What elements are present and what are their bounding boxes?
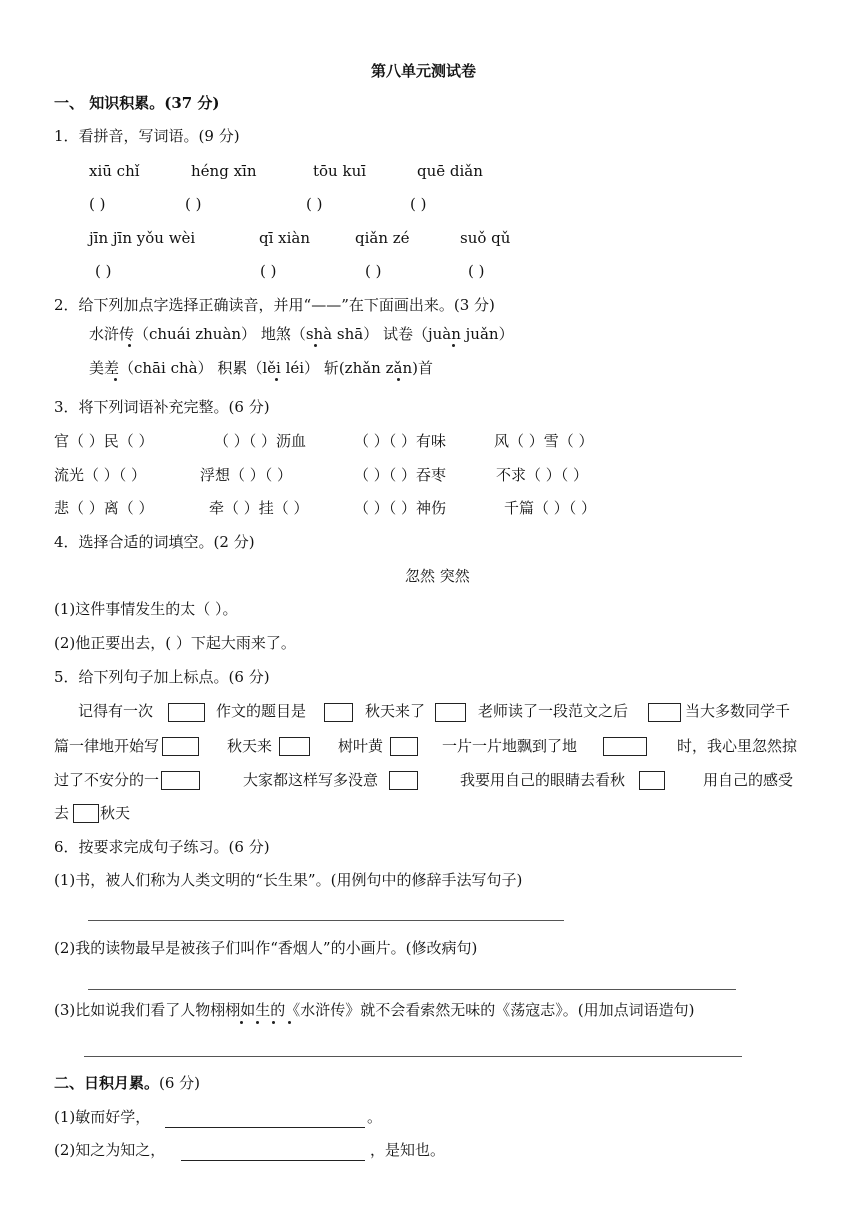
q3-cell[interactable]: （ ）（ ）有味 (354, 432, 447, 450)
q3-cell[interactable]: （ ）（ ）神伤 (354, 499, 447, 517)
q5-text: 过了不安分的一 (54, 771, 160, 789)
q1-answer-7[interactable]: ( ) (365, 262, 382, 280)
s2-item-2-text: (2)知之为知之， (54, 1141, 166, 1159)
punctuation-box[interactable] (73, 804, 99, 823)
q3-cell[interactable]: 风（ ）雪（ ） (494, 432, 594, 450)
q5-text: 我要用自己的眼睛去看秋 (460, 771, 626, 789)
q3-cell[interactable]: 悲（ ）离（ ） (54, 499, 154, 517)
page-title: 第八单元测试卷 (371, 62, 477, 80)
emphasis-dot (256, 1021, 259, 1024)
q4-item-1[interactable]: (1)这件事情发生的太（ ）。 (54, 600, 238, 618)
q1-answer-6[interactable]: ( ) (260, 262, 277, 280)
answer-line[interactable] (88, 920, 564, 921)
q2-title: 2．给下列加点字选择正确读音，并用“——”在下面画出来。(3 分) (54, 296, 495, 314)
q1-pinyin-3: tōu kuī (313, 162, 367, 180)
q1-answer-5[interactable]: ( ) (95, 262, 112, 280)
q1-answer-8[interactable]: ( ) (468, 262, 485, 280)
q5-text: 大家都这样写多没意 (243, 771, 379, 789)
q5-text: 一片一片地飘到了地 (442, 737, 578, 755)
q1-pinyin-5: jīn jīn yǒu wèi (89, 229, 196, 247)
q6-item-2: (2)我的读物最早是被孩子们叫作“香烟人”的小画片。(修改病句) (54, 939, 478, 957)
section2-heading-row (54, 1076, 200, 1091)
punctuation-box[interactable] (161, 771, 200, 790)
q1-title: 1．看拼音，写词语。(9 分) (54, 127, 240, 145)
q1-answer-2[interactable]: ( ) (185, 195, 202, 213)
section2-heading: 二、日积月累。 (54, 1074, 160, 1092)
q6-title: 6．按要求完成句子练习。(6 分) (54, 838, 270, 856)
emphasis-dot (114, 378, 117, 381)
s2-item-1-text: (1)敏而好学， (54, 1108, 151, 1126)
section1-heading: 一、 知识积累。(37 分) (54, 94, 220, 112)
q2-line2: 美差（chāi chà） 积累（lěi léi） 斩(zhǎn zǎn)首 (89, 359, 433, 377)
punctuation-box[interactable] (324, 703, 353, 722)
emphasis-dot (314, 344, 317, 347)
q5-text: 去 (54, 804, 70, 822)
punctuation-box[interactable] (648, 703, 681, 722)
emphasis-dot (240, 1021, 243, 1024)
q2-line1: 水浒传（chuái zhuàn） 地煞（shà shā） 试卷（juàn juǎn） (89, 325, 514, 343)
q5-text: 树叶黄 (338, 737, 384, 755)
emphasis-dot (272, 1021, 275, 1024)
q1-answer-3[interactable]: ( ) (306, 195, 323, 213)
punctuation-box[interactable] (279, 737, 310, 756)
q4-title: 4．选择合适的词填空。(2 分) (54, 533, 255, 551)
q5-text: 作文的题目是 (216, 702, 307, 720)
punctuation-box[interactable] (603, 737, 647, 756)
q1-pinyin-4: quē diǎn (417, 162, 483, 180)
q5-text: 秋天来 (227, 737, 273, 755)
punctuation-box[interactable] (168, 703, 205, 722)
q5-text: 篇一律地开始写 (54, 737, 160, 755)
q1-pinyin-2: héng xīn (191, 162, 257, 180)
q3-cell[interactable]: 千篇（ ）（ ） (504, 499, 597, 517)
q5-text: 秋天 (100, 804, 131, 822)
punctuation-box[interactable] (162, 737, 199, 756)
punctuation-box[interactable] (390, 737, 418, 756)
q3-cell[interactable]: 不求（ ）（ ） (496, 466, 589, 484)
fill-blank-line[interactable] (181, 1160, 365, 1161)
q5-text: 记得有一次 (78, 702, 154, 720)
q1-answer-1[interactable]: ( ) (89, 195, 106, 213)
q3-cell[interactable]: 牵（ ）挂（ ） (209, 499, 309, 517)
punctuation-box[interactable] (435, 703, 466, 722)
emphasis-dot (452, 344, 455, 347)
q3-cell[interactable]: 官（ ）民（ ） (54, 432, 154, 450)
fill-blank-line[interactable] (165, 1127, 365, 1128)
q3-title: 3．将下列词语补充完整。(6 分) (54, 398, 270, 416)
emphasis-dot (275, 378, 278, 381)
emphasis-dot (288, 1021, 291, 1024)
punctuation-box[interactable] (389, 771, 418, 790)
answer-line[interactable] (84, 1056, 742, 1057)
q3-cell[interactable]: （ ）（ ）沥血 (214, 432, 307, 450)
q5-text: 老师读了一段范文之后 (478, 702, 629, 720)
emphasis-dot (128, 344, 131, 347)
answer-line[interactable] (88, 989, 736, 990)
q5-title: 5．给下列句子加上标点。(6 分) (54, 668, 270, 686)
q5-text: 秋天来了 (365, 702, 426, 720)
q6-item-1: (1)书，被人们称为人类文明的“长生果”。(用例句中的修辞手法写句子) (54, 871, 523, 889)
q6-item-3: (3)比如说我们看了人物栩栩如生的《水浒传》就不会看索然无味的《荡寇志》。(用加点词语造句) (54, 1001, 695, 1019)
q4-item-2[interactable]: (2)他正要出去，( ）下起大雨来了。 (54, 634, 296, 652)
section2-score: (6 分) (159, 1074, 201, 1092)
q1-pinyin-6: qī xiàn (259, 229, 311, 247)
s2-item-1-end: 。 (367, 1108, 383, 1126)
q1-pinyin-8: suǒ qǔ (460, 229, 511, 247)
q4-options: 忽然 突然 (405, 567, 470, 585)
punctuation-box[interactable] (639, 771, 665, 790)
q1-pinyin-1: xiū chǐ (89, 162, 140, 180)
q3-cell[interactable]: （ ）（ ）吞枣 (354, 466, 447, 484)
q5-text: 用自己的感受 (703, 771, 794, 789)
q1-pinyin-7: qiǎn zé (355, 229, 410, 247)
q3-cell[interactable]: 浮想（ ）（ ） (200, 466, 293, 484)
emphasis-dot (397, 378, 400, 381)
q3-cell[interactable]: 流光（ ）（ ） (54, 466, 147, 484)
q5-text: 时，我心里忽然掠 (677, 737, 798, 755)
q1-answer-4[interactable]: ( ) (410, 195, 427, 213)
s2-item-2-end: ，是知也。 (370, 1141, 446, 1159)
q5-text: 当大多数同学千 (685, 702, 791, 720)
